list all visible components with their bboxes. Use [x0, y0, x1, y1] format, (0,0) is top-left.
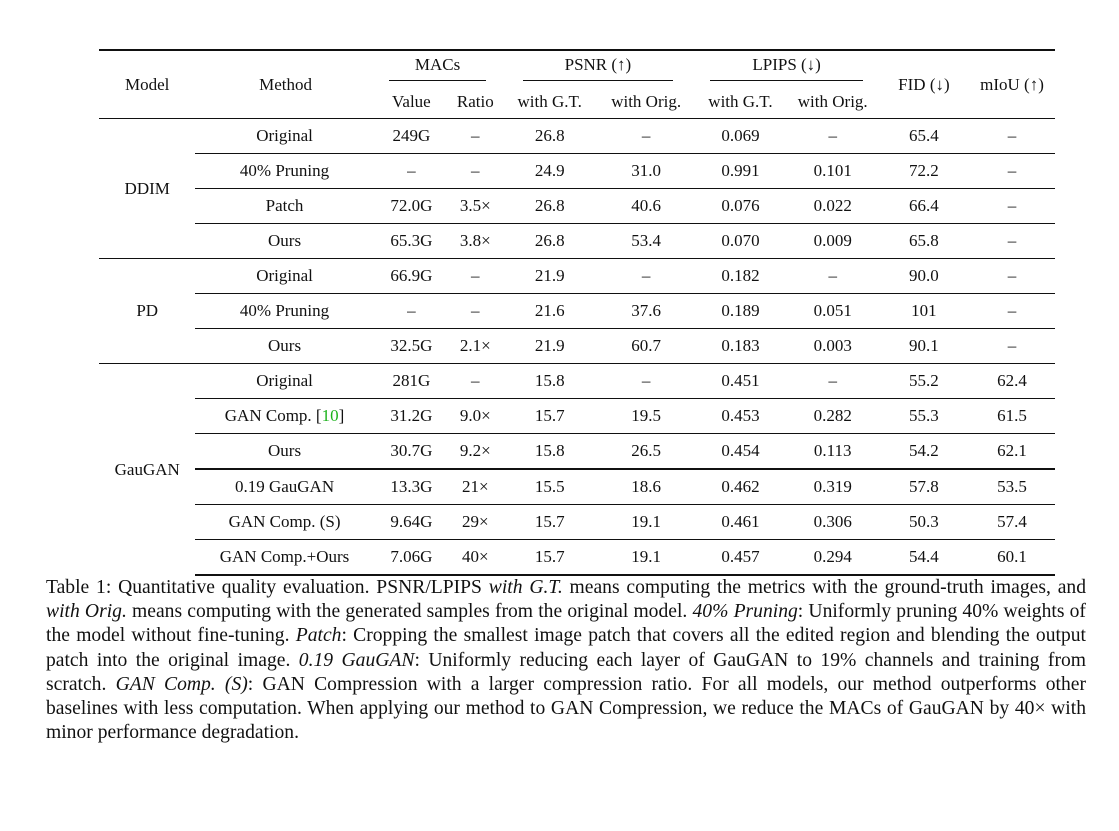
fid: 72.2 — [879, 154, 969, 189]
macs-value: 281G — [374, 364, 449, 399]
lpips-gt: 0.461 — [694, 505, 786, 540]
macs-value: 13.3G — [374, 469, 449, 505]
macs-value: 7.06G — [374, 540, 449, 576]
header-lpips: LPIPS (↓) — [694, 50, 878, 85]
table-row — [99, 540, 1055, 576]
macs-ratio: 40× — [449, 540, 501, 576]
table-row — [99, 434, 1055, 470]
lpips-orig: 0.051 — [787, 294, 879, 329]
psnr-orig: 18.6 — [598, 469, 694, 505]
lpips-orig: 0.294 — [787, 540, 879, 576]
table-row — [99, 505, 1055, 540]
miou: 57.4 — [969, 505, 1055, 540]
lpips-gt: 0.457 — [694, 540, 786, 576]
table-row — [99, 399, 1055, 434]
header-model: Model — [99, 50, 195, 119]
fid: 101 — [879, 294, 969, 329]
psnr-gt: 26.8 — [502, 189, 598, 224]
fid: 65.8 — [879, 224, 969, 259]
psnr-gt: 15.7 — [502, 505, 598, 540]
table-row — [99, 154, 1055, 189]
header-macs: MACs — [374, 50, 502, 85]
lpips-gt: 0.069 — [721, 126, 760, 145]
citation-link[interactable]: 10 — [321, 406, 339, 425]
psnr-orig: 60.7 — [598, 329, 694, 364]
macs-ratio: 3.8× — [449, 224, 501, 259]
macs-ratio: 29× — [449, 505, 501, 540]
table-row — [99, 469, 1055, 505]
macs-ratio: – — [449, 259, 501, 294]
lpips-gt: 0.451 — [694, 364, 786, 399]
method-cell: Ours — [195, 329, 373, 364]
fid: 57.8 — [879, 469, 969, 505]
lpips-orig: 0.282 — [787, 399, 879, 434]
method-cell: 40% Pruning — [195, 294, 373, 329]
table-row — [99, 119, 1055, 154]
fid: 54.4 — [879, 540, 969, 576]
caption-part: : GAN Compression with a larger compression ratio. For all models, our method outperforms other baselines with less computation. When applying our method to GAN Compression, we reduce the MACs of GauGAN by 40× with minor performance degradation. — [46, 673, 1087, 744]
psnr-orig: 31.0 — [598, 154, 694, 189]
lpips-gt: 0.070 — [694, 224, 786, 259]
macs-ratio: 9.0× — [449, 399, 501, 434]
method-label: GAN Comp. [ — [224, 406, 322, 425]
psnr-orig: – — [598, 364, 694, 399]
group-gaugan: GauGAN — [99, 364, 195, 576]
macs-value: 249G — [392, 126, 431, 145]
caption-emphasis: Patch — [295, 625, 342, 647]
psnr-orig: 37.6 — [598, 294, 694, 329]
fid: 65.4 — [909, 126, 939, 145]
header-lpips-orig: with Orig. — [787, 85, 879, 119]
header-value: Value — [374, 85, 449, 119]
macs-value: – — [374, 294, 449, 329]
method-cell: Ours — [195, 434, 373, 470]
table-row — [99, 224, 1055, 259]
table-row — [99, 189, 1055, 224]
lpips-gt: 0.462 — [694, 469, 786, 505]
table-row — [99, 294, 1055, 329]
fid: 54.2 — [879, 434, 969, 470]
method-cell — [195, 399, 373, 434]
table-row — [99, 329, 1055, 364]
caption-emphasis: with G.T. — [488, 577, 563, 598]
header-psnr-gt: with G.T. — [502, 85, 598, 119]
macs-ratio: 2.1× — [449, 329, 501, 364]
psnr-gt: 15.7 — [502, 540, 598, 576]
miou: – — [1007, 126, 1017, 145]
miou: 62.1 — [969, 434, 1055, 470]
lpips-orig: – — [787, 364, 879, 399]
fid: 50.3 — [879, 505, 969, 540]
psnr-orig: 26.5 — [598, 434, 694, 470]
fid: 90.1 — [879, 329, 969, 364]
psnr-gt: 21.9 — [502, 259, 598, 294]
macs-value: – — [374, 154, 449, 189]
header-lpips-gt: with G.T. — [694, 85, 786, 119]
psnr-orig: 40.6 — [598, 189, 694, 224]
caption-emphasis: GAN Comp. (S) — [115, 673, 248, 695]
lpips-orig: 0.003 — [787, 329, 879, 364]
lpips-orig: 0.022 — [787, 189, 879, 224]
table-row — [99, 259, 1055, 294]
group-pd: PD — [99, 259, 195, 364]
miou: – — [969, 259, 1055, 294]
psnr-gt: 15.7 — [502, 399, 598, 434]
caption-part: means computing with the generated samples from the original model. — [126, 601, 693, 623]
caption-part: means computing the metrics with the ground-truth images, and — [562, 577, 1086, 598]
miou: – — [969, 294, 1055, 329]
fid: 55.3 — [879, 399, 969, 434]
miou: 62.4 — [969, 364, 1055, 399]
caption-emphasis: 40% Pruning — [692, 601, 798, 623]
miou: – — [969, 224, 1055, 259]
macs-value: 9.64G — [374, 505, 449, 540]
fid: 55.2 — [879, 364, 969, 399]
psnr-gt: 21.9 — [502, 329, 598, 364]
lpips-gt: 0.453 — [694, 399, 786, 434]
header-fid: FID (↓) — [879, 50, 969, 119]
lpips-orig: – — [828, 126, 837, 145]
method-cell: 0.19 GauGAN — [195, 469, 373, 505]
group-ddim: DDIM — [124, 178, 170, 198]
lpips-orig: 0.113 — [787, 434, 879, 470]
macs-value: 32.5G — [374, 329, 449, 364]
miou: 60.1 — [969, 540, 1055, 576]
lpips-gt: 0.183 — [694, 329, 786, 364]
method-cell: GAN Comp.+Ours — [195, 540, 373, 576]
lpips-gt: 0.076 — [694, 189, 786, 224]
method-cell: GAN Comp. (S) — [195, 505, 373, 540]
psnr-gt: 15.5 — [502, 469, 598, 505]
results-table — [99, 49, 1055, 576]
macs-ratio: – — [449, 154, 501, 189]
header-ratio: Ratio — [449, 85, 501, 119]
macs-ratio: – — [449, 364, 501, 399]
miou: 61.5 — [969, 399, 1055, 434]
header-method: Method — [195, 50, 373, 119]
method-cell: Original — [195, 364, 373, 399]
lpips-orig: 0.319 — [787, 469, 879, 505]
psnr-gt: 15.8 — [502, 434, 598, 470]
method-cell: Patch — [195, 189, 373, 224]
psnr-gt: 15.8 — [502, 364, 598, 399]
psnr-gt: 21.6 — [502, 294, 598, 329]
psnr-orig: – — [598, 259, 694, 294]
psnr-gt: 24.9 — [502, 154, 598, 189]
psnr-gt: 26.8 — [502, 224, 598, 259]
lpips-gt: 0.991 — [694, 154, 786, 189]
header-psnr-orig: with Orig. — [598, 85, 694, 119]
psnr-orig: 19.1 — [598, 540, 694, 576]
caption-emphasis: with Orig. — [46, 601, 127, 623]
macs-ratio: 3.5× — [449, 189, 501, 224]
citation-close: ] — [338, 406, 345, 425]
lpips-orig: – — [787, 259, 879, 294]
lpips-orig: 0.009 — [787, 224, 879, 259]
header-psnr: PSNR (↑) — [502, 50, 695, 85]
lpips-orig: 0.306 — [787, 505, 879, 540]
table-caption — [46, 576, 1086, 745]
caption-part: : Uniformly pruning 40% weights of the model without fine-tuning. — [46, 601, 1086, 647]
psnr-gt: 26.8 — [534, 126, 565, 145]
macs-value: 72.0G — [374, 189, 449, 224]
miou: 53.5 — [969, 469, 1055, 505]
macs-ratio: – — [471, 126, 480, 145]
psnr-orig: 19.5 — [598, 399, 694, 434]
caption-part: Table 1: Quantitative quality evaluation. PSNR/LPIPS — [46, 577, 489, 598]
psnr-orig: 53.4 — [598, 224, 694, 259]
macs-ratio: – — [449, 294, 501, 329]
method-cell: Original — [195, 259, 373, 294]
method-cell: 40% Pruning — [195, 154, 373, 189]
caption-part: : Cropping the smallest image patch that covers all the edited region and blending the output patch into the original image. — [46, 625, 1086, 671]
method-cell: Original — [256, 126, 313, 145]
miou: – — [969, 154, 1055, 189]
miou: – — [969, 329, 1055, 364]
caption-part: : Uniformly reducing each layer of GauGAN to 19% channels and training from scratch. — [46, 649, 1087, 695]
fid: 66.4 — [879, 189, 969, 224]
lpips-gt: 0.189 — [694, 294, 786, 329]
macs-ratio: 9.2× — [449, 434, 501, 470]
fid: 90.0 — [879, 259, 969, 294]
header-miou: mIoU (↑) — [969, 50, 1055, 119]
macs-value: 65.3G — [374, 224, 449, 259]
table-row — [99, 364, 1055, 399]
lpips-gt: 0.182 — [694, 259, 786, 294]
macs-value: 30.7G — [374, 434, 449, 470]
method-cell: Ours — [195, 224, 373, 259]
miou: – — [969, 189, 1055, 224]
caption-emphasis: 0.19 GauGAN — [298, 649, 415, 671]
macs-ratio: 21× — [449, 469, 501, 505]
psnr-orig: – — [641, 126, 651, 145]
macs-value: 31.2G — [374, 399, 449, 434]
lpips-gt: 0.454 — [694, 434, 786, 470]
lpips-orig: 0.101 — [787, 154, 879, 189]
psnr-orig: 19.1 — [598, 505, 694, 540]
macs-value: 66.9G — [374, 259, 449, 294]
header-row-1 — [99, 50, 1055, 85]
